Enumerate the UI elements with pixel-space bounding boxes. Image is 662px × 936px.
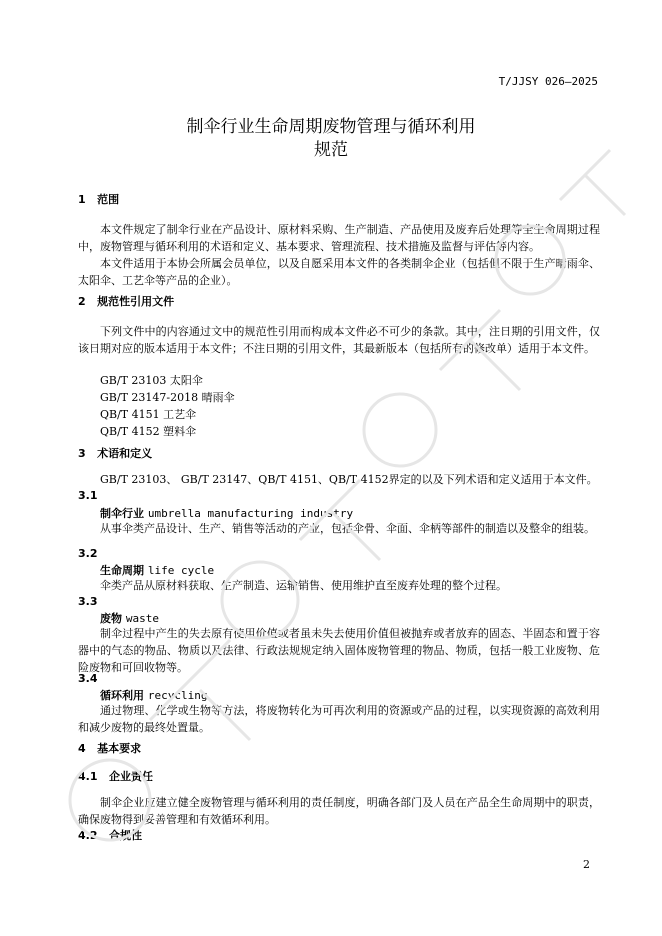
reference-item: QB/T 4152 塑料伞	[100, 425, 197, 438]
subsection-4-2-heading: 4.2 合规性	[78, 829, 142, 842]
term-english: waste	[125, 612, 159, 625]
reference-item: GB/T 23103 太阳伞	[100, 374, 203, 387]
section-2-heading: 2 规范性引用文件	[78, 295, 175, 308]
section-1-heading: 1 范围	[78, 193, 120, 206]
term-number: 3.1	[78, 489, 98, 502]
section-4-heading: 4 基本要求	[78, 742, 142, 755]
subsection-4-1-heading: 4.1 企业责任	[78, 770, 153, 783]
term-english: umbrella manufacturing industry	[147, 507, 354, 520]
section-3-heading: 3 术语和定义	[78, 447, 153, 460]
term-title: 制伞行业 umbrella manufacturing industry	[100, 507, 354, 520]
term-definition: 伞类产品从原材料获取、生产制造、运输销售、使用维护直至废弃处理的整个过程。	[100, 579, 507, 592]
term-definition: 从事伞类产品设计、生产、销售等活动的产业，包括伞骨、伞面、伞柄等部件的制造以及整伞的组装。	[100, 522, 595, 535]
section-1-paragraph-2: 本文件适用于本协会所属会员单位，以及自愿采用本文件的各类制伞企业（包括但不限于生产晴雨伞、太阳伞、工艺伞等产品的企业）。	[78, 257, 600, 287]
term-title: 生命周期 life cycle	[100, 564, 215, 577]
document-title-line2: 规范	[314, 140, 348, 160]
section-2-paragraph-1: 下列文件中的内容通过文中的规范性引用而构成本文件必不可少的条款。其中，注日期的引用文件，仅该日期对应的版本适用于本文件；不注日期的引用文件，其最新版本（包括所有的修改单）适用于本文件。	[78, 325, 600, 355]
term-number: 3.4	[78, 672, 98, 685]
section-1-paragraph-1: 本文件规定了制伞行业在产品设计、原材料采购、生产制造、产品使用及废弃后处理等全生命周期过程中，废物管理与循环利用的术语和定义、基本要求、管理流程、技术措施及监督与评估等内容。	[78, 223, 600, 253]
term-definition: 通过物理、化学或生物等方法，将废物转化为可再次利用的资源或产品的过程，以实现资源的高效利用和减少废物的最终处置量。	[78, 704, 600, 734]
document-code: T/JJSY 026—2025	[498, 75, 598, 88]
term-english: recycling	[147, 689, 208, 702]
section-3-paragraph-1: GB/T 23103、 GB/T 23147、QB/T 4151、QB/T 4152界定的以及下列术语和定义适用于本文件。	[100, 473, 598, 486]
subsection-4-1-paragraph: 制伞企业应建立健全废物管理与循环利用的责任制度，明确各部门及人员在产品全生命周期中的职责，确保废物得到妥善管理和有效循环利用。	[78, 796, 600, 826]
term-english: life cycle	[147, 564, 215, 577]
term-number: 3.3	[78, 595, 98, 608]
term-title: 循环利用 recycling	[100, 689, 208, 702]
term-title: 废物 waste	[100, 612, 159, 625]
term-definition: 制伞过程中产生的失去原有使用价值或者虽未失去使用价值但被抛弃或者放弃的固态、半固态和置于容器中的气态的物品、物质以及法律、行政法规规定纳入固体废物管理的物品、物质，包括一般工业废物、危险废物和可回收物等。	[78, 627, 600, 674]
page-number: 2	[583, 858, 590, 871]
term-number: 3.2	[78, 547, 98, 560]
document-title: 制伞行业生命周期废物管理与循环利用	[186, 117, 476, 137]
reference-item: QB/T 4151 工艺伞	[100, 408, 197, 421]
reference-item: GB/T 23147-2018 晴雨伞	[100, 391, 235, 404]
